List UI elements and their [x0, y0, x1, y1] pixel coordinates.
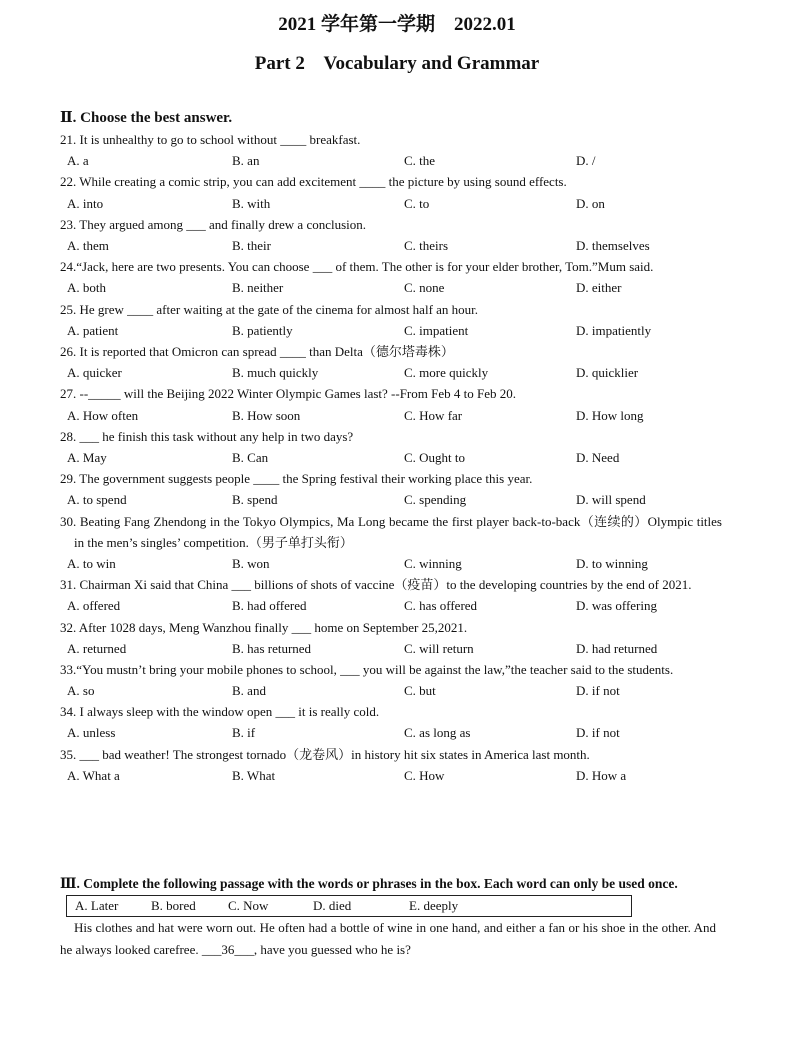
option-c[interactable]: C. Ought to [404, 449, 466, 465]
question-stem: 29. The government suggests people ____ the Spring festival their working place this year. [60, 471, 533, 487]
options-row [60, 638, 722, 659]
option-a[interactable]: A. both [67, 280, 106, 296]
option-c[interactable]: C. as long as [404, 725, 471, 741]
option-b[interactable]: B. What [232, 767, 276, 783]
options-row [60, 362, 722, 383]
options-row [60, 595, 722, 616]
option-b[interactable]: B. spend [232, 492, 278, 508]
option-c[interactable]: C. none [404, 280, 445, 296]
question-stem: 23. They argued among ___ and finally drew a conclusion. [60, 216, 367, 232]
option-b[interactable]: B. neither [232, 280, 284, 296]
options-row [60, 277, 722, 298]
question-stem: 33.“You mustn’t bring your mobile phones to school, ___ you will be against the law,”the teacher said to the students. [60, 661, 674, 677]
option-d[interactable]: D. was offering [576, 598, 657, 614]
question-stem: 26. It is reported that Omicron can spread ____ than Delta（德尔塔毒株） [60, 343, 454, 359]
option-d[interactable]: D. How long [576, 407, 644, 423]
question-stem: 22. While creating a comic strip, you can add excitement ____ the picture by using sound effects. [60, 174, 567, 190]
option-b[interactable]: B. Can [232, 449, 269, 465]
option-a[interactable]: A. offered [67, 598, 121, 614]
option-a[interactable]: A. What a [67, 767, 120, 783]
option-c[interactable]: C. the [404, 153, 436, 169]
word-box [66, 895, 632, 917]
question-29 [60, 468, 722, 510]
question-stem: 32. After 1028 days, Meng Wanzhou finally ___ home on September 25,2021. [60, 619, 468, 635]
option-b[interactable]: B. patiently [232, 322, 293, 338]
option-b[interactable]: B. and [232, 683, 266, 699]
option-d[interactable]: D. if not [576, 683, 620, 699]
option-b[interactable]: B. with [232, 195, 271, 211]
option-a[interactable]: A. returned [67, 640, 127, 656]
option-c[interactable]: C. winning [404, 555, 462, 571]
option-c[interactable]: C. How [404, 767, 445, 783]
question-21 [60, 129, 722, 171]
option-a[interactable]: A. them [67, 237, 109, 253]
option-d[interactable]: D. Need [576, 449, 620, 465]
question-stem: 30. Beating Fang Zhendong in the Tokyo Olympics, Ma Long became the first player back-to-back（连续的）Olympic titles in the men’s singles’ competition.（男子单打头衔） [60, 513, 722, 550]
question-stem: 35. ___ bad weather! The strongest tornado（龙卷风）in history hit six states in America last month. [60, 746, 590, 762]
option-d[interactable]: D. How a [576, 767, 627, 783]
options-row [60, 489, 722, 510]
option-d[interactable]: D. impatiently [576, 322, 652, 338]
section-2-heading: Ⅱ. Choose the best answer. [60, 110, 233, 126]
options-row [60, 722, 722, 743]
options-row [60, 150, 722, 171]
box-word-a: A. Later [75, 898, 119, 913]
passage-text: His clothes and hat were worn out. He often had a bottle of wine in one hand, and either a fan or his shoe in the other. And he always looked carefree. ___36___, have you guessed who he is? [60, 920, 716, 957]
options-row [60, 680, 722, 701]
part-title: Part 2 Vocabulary and Grammar [254, 53, 540, 74]
box-word-d: D. died [313, 898, 352, 913]
option-c[interactable]: C. more quickly [404, 365, 489, 381]
option-d[interactable]: D. themselves [576, 237, 650, 253]
question-stem: 24.“Jack, here are two presents. You can choose ___ of them. The other is for your elder brother, Tom.”Mum said. [60, 259, 654, 275]
option-c[interactable]: C. theirs [404, 237, 449, 253]
box-word-b: B. bored [151, 898, 196, 913]
option-d[interactable]: D. will spend [576, 492, 646, 508]
options-row [60, 405, 722, 426]
question-stem: 31. Chairman Xi said that China ___ billions of shots of vaccine（疫苗）to the developing countries by the end of 2021. [60, 577, 692, 593]
option-c[interactable]: C. impatient [404, 322, 469, 338]
question-35 [60, 744, 722, 786]
question-stem: 21. It is unhealthy to go to school without ____ breakfast. [60, 132, 361, 147]
option-d[interactable]: D. quicklier [576, 365, 639, 381]
question-31 [60, 574, 722, 616]
options-row [60, 320, 722, 341]
question-28 [60, 426, 722, 468]
question-stem: 34. I always sleep with the window open ___ it is really cold. [60, 704, 380, 720]
question-22 [60, 171, 722, 213]
option-d[interactable]: D. to winning [576, 555, 648, 571]
option-b[interactable]: B. had offered [232, 598, 307, 614]
exam-header-title: 2021 学年第一学期 2022.01 [278, 14, 516, 35]
option-a[interactable]: A. May [67, 449, 107, 465]
option-a[interactable]: A. How often [67, 407, 139, 423]
option-d[interactable]: D. if not [576, 725, 620, 741]
option-d[interactable]: D. on [576, 195, 605, 211]
option-b[interactable]: B. won [232, 555, 270, 571]
question-23 [60, 214, 722, 256]
question-24 [60, 256, 722, 298]
option-c[interactable]: C. but [404, 683, 436, 699]
question-stem: 27. --_____ will the Beijing 2022 Winter Olympic Games last? --From Feb 4 to Feb 20. [60, 386, 516, 402]
option-a[interactable]: A. into [67, 195, 104, 211]
question-26 [60, 341, 722, 383]
question-34 [60, 701, 722, 743]
option-a[interactable]: A. unless [67, 725, 116, 741]
option-a[interactable]: A. so [67, 683, 95, 699]
section-3-heading: Ⅲ. Complete the following passage with the words or phrases in the box. Each word can only be used once. [60, 876, 678, 891]
question-stem: 28. ___ he finish this task without any help in two days? [60, 428, 354, 444]
question-stem: 25. He grew ____ after waiting at the gate of the cinema for almost half an hour. [60, 301, 479, 317]
option-b[interactable]: B. if [232, 725, 256, 741]
options-row [60, 553, 722, 574]
question-33 [60, 659, 722, 701]
option-a[interactable]: A. patient [67, 322, 119, 338]
option-c[interactable]: C. has offered [404, 598, 478, 614]
option-c[interactable]: C. spending [404, 492, 467, 508]
option-b[interactable]: B. much quickly [232, 365, 319, 381]
option-a[interactable]: A. quicker [67, 365, 122, 381]
option-c[interactable]: C. How far [404, 407, 463, 423]
option-a[interactable]: A. a [67, 153, 89, 169]
options-row [60, 235, 722, 256]
option-d[interactable]: D. either [576, 280, 622, 296]
option-b[interactable]: B. an [232, 153, 260, 169]
option-a[interactable]: A. to win [67, 555, 116, 571]
question-list [60, 129, 722, 786]
option-b[interactable]: B. How soon [232, 407, 301, 423]
option-c[interactable]: C. will return [404, 640, 474, 656]
options-row [60, 193, 722, 214]
option-c[interactable]: C. to [404, 195, 430, 211]
options-row [60, 447, 722, 468]
question-27 [60, 383, 722, 425]
option-d[interactable]: D. / [576, 153, 596, 169]
option-b[interactable]: B. their [232, 237, 271, 253]
question-32 [60, 617, 722, 659]
box-word-e: E. deeply [409, 898, 459, 913]
box-word-c: C. Now [228, 898, 269, 913]
option-a[interactable]: A. to spend [67, 492, 127, 508]
question-25 [60, 299, 722, 341]
question-30 [60, 511, 722, 575]
options-row [60, 765, 722, 786]
option-d[interactable]: D. had returned [576, 640, 658, 656]
option-b[interactable]: B. has returned [232, 640, 312, 656]
